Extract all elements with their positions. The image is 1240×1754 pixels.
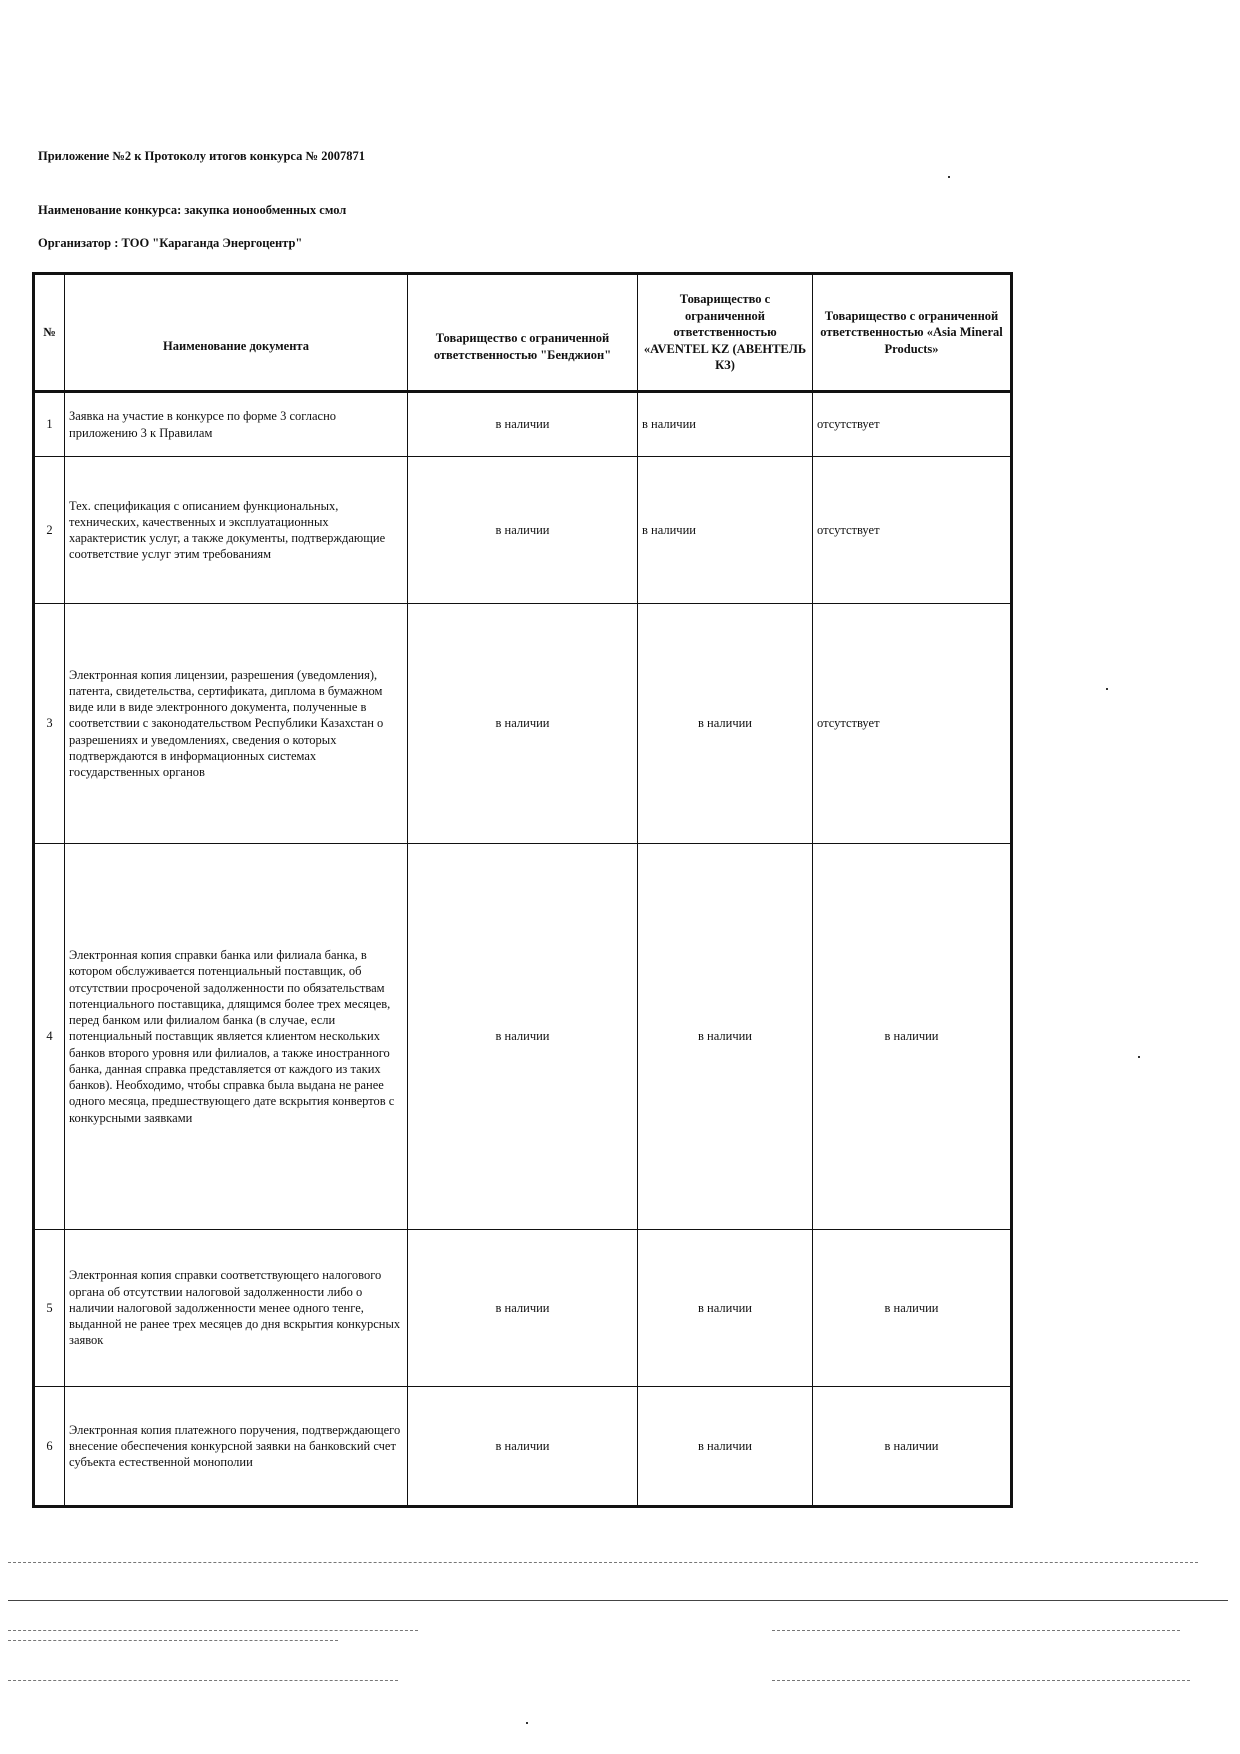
supplier-1-status: в наличии (408, 1230, 638, 1387)
supplier-3-status: отсутствует (813, 457, 1012, 604)
document-name: Электронная копия лицензии, разрешения (уведомления), патента, свидетельства, сертификата, диплома в бумажном виде или в виде электронного документа, полученные в соответствии с законодательством Республики Казахстан о разрешениях и уведомлениях, сведения о которых подтверждаются в информационных системах государственных органов (65, 604, 408, 844)
scan-dashed-line (772, 1680, 1190, 1681)
supplier-2-status: в наличии (638, 392, 813, 457)
supplier-3-status: отсутствует (813, 392, 1012, 457)
scan-dashed-line (8, 1562, 1198, 1563)
table-row (34, 604, 1012, 844)
column-header-number: № (34, 274, 65, 392)
column-header-supplier-1: Товарищество с ограниченной ответственностью "Бенджион" (408, 274, 638, 392)
supplier-1-status: в наличии (408, 1387, 638, 1507)
table-header-row (34, 274, 1012, 392)
supplier-2-status: в наличии (638, 1387, 813, 1507)
document-name: Электронная копия справки соответствующего налогового органа об отсутствии налоговой задолженности либо о наличии налоговой задолженности менее одного тенге, выданной не ранее трех месяцев до дня вскрытия конкурсных заявок (65, 1230, 408, 1387)
scan-rule-line (8, 1600, 1228, 1601)
supplier-2-status: в наличии (638, 844, 813, 1230)
column-header-supplier-2: Товарищество с ограниченной ответственностью «AVENTEL KZ (АВЕНТЕЛЬ КЗ) (638, 274, 813, 392)
document-title: Приложение №2 к Протоколу итогов конкурса № 2007871 (38, 149, 365, 163)
document-name: Тех. спецификация с описанием функциональных, технических, качественных и эксплуатационных характеристик услуг, а также документы, подтверждающие соответствие услуг этим требованиям (65, 457, 408, 604)
scan-dashed-line (8, 1640, 338, 1641)
table-row (34, 457, 1012, 604)
column-header-document: Наименование документа (65, 274, 408, 392)
scan-speck (948, 176, 950, 178)
supplier-3-status: в наличии (813, 1230, 1012, 1387)
supplier-1-status: в наличии (408, 604, 638, 844)
row-number: 6 (34, 1387, 65, 1507)
supplier-3-status: в наличии (813, 844, 1012, 1230)
table-row (34, 1387, 1012, 1507)
row-number: 5 (34, 1230, 65, 1387)
column-header-supplier-3: Товарищество с ограниченной ответственностью «Asia Mineral Products» (813, 274, 1012, 392)
supplier-2-status: в наличии (638, 604, 813, 844)
scan-speck (1106, 688, 1108, 690)
table-row (34, 392, 1012, 457)
organizer-line: Организатор : ТОО "Караганда Энергоцентр" (38, 236, 303, 250)
row-number: 3 (34, 604, 65, 844)
scan-speck (1138, 1056, 1140, 1058)
table-row (34, 844, 1012, 1230)
scan-speck (526, 1722, 528, 1724)
row-number: 1 (34, 392, 65, 457)
document-name: Электронная копия платежного поручения, подтверждающего внесение обеспечения конкурсной заявки на банковский счет субъекта естественной монополии (65, 1387, 408, 1507)
supplier-1-status: в наличии (408, 844, 638, 1230)
scan-dashed-line (8, 1630, 418, 1631)
scan-dashed-line (8, 1680, 398, 1681)
supplier-1-status: в наличии (408, 457, 638, 604)
document-name: Электронная копия справки банка или филиала банка, в котором обслуживается потенциальный поставщик, об отсутствии просроченой задолженности по обязательствам потенциального поставщика, длящимся более трех месяцев, перед банком или филиалом банка (в случае, если потенциальный поставщик является клиентом нескольких банков второго уровня или филиалов, а также иностранного банка, данная справка представляется от каждого из таких банков). Необходимо, чтобы справка была выдана не ранее одного месяца, предшествующего дате вскрытия конвертов с конкурсными заявками (65, 844, 408, 1230)
supplier-1-status: в наличии (408, 392, 638, 457)
documents-table (32, 272, 1013, 1508)
row-number: 2 (34, 457, 65, 604)
document-name: Заявка на участие в конкурсе по форме 3 согласно приложению 3 к Правилам (65, 392, 408, 457)
supplier-2-status: в наличии (638, 457, 813, 604)
supplier-2-status: в наличии (638, 1230, 813, 1387)
contest-name: Наименование конкурса: закупка ионообменных смол (38, 203, 347, 217)
supplier-3-status: в наличии (813, 1387, 1012, 1507)
supplier-3-status: отсутствует (813, 604, 1012, 844)
scan-dashed-line (772, 1630, 1180, 1631)
row-number: 4 (34, 844, 65, 1230)
table-row (34, 1230, 1012, 1387)
